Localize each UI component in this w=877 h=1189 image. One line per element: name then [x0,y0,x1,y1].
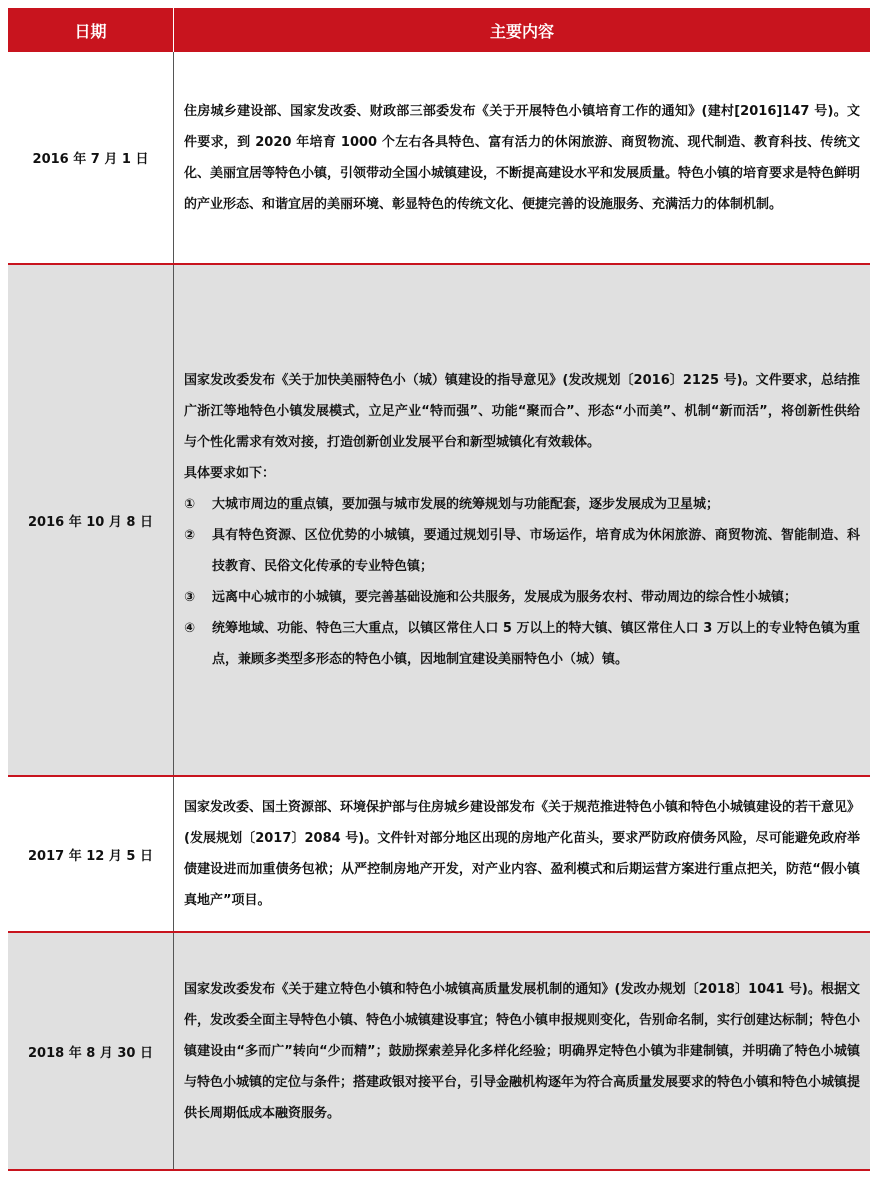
row-date: 2016 年 10 月 8 日 [8,264,174,776]
list-number: ④ [184,621,196,636]
row-paragraph: 国家发改委发布《关于建立特色小镇和特色小城镇高质量发展机制的通知》(发改办规划〔2018〕1041 号)。根据文件，发改委全面主导特色小镇、特色小城镇建设事宜；特色小镇申报规则变化，告别命名制，实行创建达标制；特色小镇建设由“多而广”转向“少而精”；鼓励探索差异化多样化经验；明确界定特色小镇为非建制镇，并明确了特色小城镇与特色小城镇的定位与条件；搭建政银对接平台，引导金融机构逐年为符合高质量发展要求的特色小镇和特色小城镇提供长周期低成本融资服务。 [184,981,861,1121]
list-item [184,582,860,613]
row-date: 2018 年 8 月 30 日 [8,932,174,1170]
row-paragraph: 具体要求如下： [184,466,276,481]
table-row [8,264,870,776]
list-number: ② [184,528,196,543]
row-content [174,264,871,776]
header-row [8,8,870,52]
row-content [174,776,871,932]
list-number: ① [184,497,196,512]
table-row [8,776,870,932]
header-content: 主要内容 [174,8,871,52]
header-date: 日期 [8,8,174,52]
row-paragraph: 住房城乡建设部、国家发改委、财政部三部委发布《关于开展特色小镇培育工作的通知》(建村[2016]147 号)。文件要求，到 2020 年培育 1000 个左右各具特色、富有活力的休闲旅游、商贸物流、现代制造、教育科技、传统文化、美丽宜居等特色小镇，引领带动全国小城镇建设，不断提高建设水平和发展质量。特色小镇的培育要求是特色鲜明的产业形态、和谐宜居的美丽环境、彰显特色的传统文化、便捷完善的设施服务、充满活力的体制机制。 [184,103,861,212]
policy-timeline-table [8,8,870,1171]
list-text: 具有特色资源、区位优势的小城镇，要通过规划引导、市场运作，培育成为休闲旅游、商贸物流、智能制造、科技教育、民俗文化传承的专业特色镇； [212,528,860,574]
table-row [8,932,870,1170]
row-date: 2016 年 7 月 1 日 [8,52,174,264]
row-paragraph: 国家发改委发布《关于加快美丽特色小（城）镇建设的指导意见》(发改规划〔2016〕2125 号)。文件要求，总结推广浙江等地特色小镇发展模式，立足产业“特而强”、功能“聚而合”、形态“小而美”、机制“新而活”，将创新性供给与个性化需求有效对接，打造创新创业发展平台和新型城镇化有效载体。 [184,373,860,450]
list-item [184,613,860,675]
list-item [184,489,860,520]
row-paragraph: 国家发改委、国土资源部、环境保护部与住房城乡建设部发布《关于规范推进特色小镇和特色小城镇建设的若干意见》(发展规划〔2017〕2084 号)。文件针对部分地区出现的房地产化苗头，要求严防政府债务风险，尽可能避免政府举债建设进而加重债务包袱；从严控制房地产开发，对产业内容、盈利模式和后期运营方案进行重点把关，防范“假小镇真地产”项目。 [184,800,861,908]
list-text: 远离中心城市的小城镇，要完善基础设施和公共服务，发展成为服务农村、带动周边的综合性小城镇； [212,590,798,605]
row-date: 2017 年 12 月 5 日 [8,776,174,932]
table-row [8,52,870,264]
list-item [184,520,860,582]
row-content [174,52,871,264]
list-text: 统筹地域、功能、特色三大重点，以镇区常住人口 5 万以上的特大镇、镇区常住人口 3 万以上的专业特色镇为重点，兼顾多类型多形态的特色小镇，因地制宜建设美丽特色小（城）镇。 [212,621,860,667]
list-text: 大城市周边的重点镇，要加强与城市发展的统筹规划与功能配套，逐步发展成为卫星城； [212,497,720,512]
row-content [174,932,871,1170]
list-number: ③ [184,590,196,605]
